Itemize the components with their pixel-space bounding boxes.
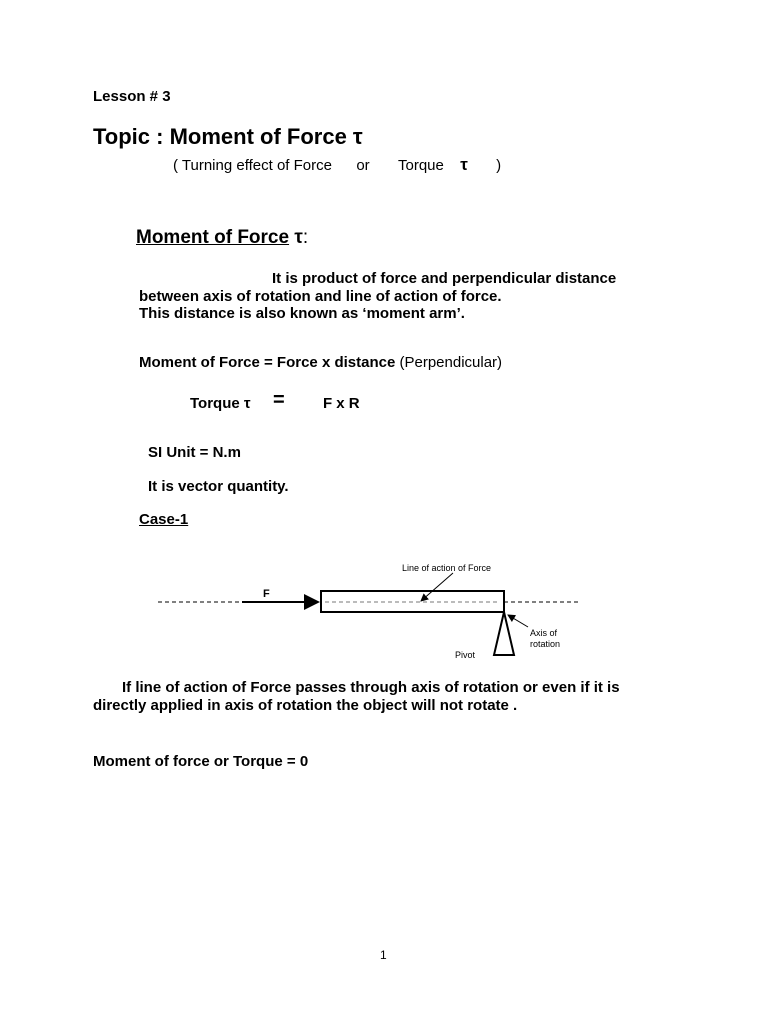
torque-formula xyxy=(190,391,360,414)
line-of-action-label: Line of action of Force xyxy=(402,563,492,573)
definition-line-3: This distance is also known as ‘moment arm’. xyxy=(139,305,465,322)
subtitle-torque: Torque xyxy=(398,157,444,174)
torque-label: Torque xyxy=(190,395,240,412)
subtitle-open: ( Turning effect of Force xyxy=(173,157,332,174)
vector-note: It is vector quantity. xyxy=(148,478,289,495)
force-label: F xyxy=(263,588,270,600)
lesson-number: Lesson # 3 xyxy=(93,88,171,105)
formula-rhs: F x R xyxy=(322,395,360,412)
subtitle-close: ) xyxy=(496,157,502,174)
topic-subtitle xyxy=(173,155,501,175)
explanation-line-1: If line of action of Force passes through axis of rotation or even if it is xyxy=(122,679,620,696)
section-heading-text: Moment of Force xyxy=(136,227,290,248)
pivot-label: Pivot xyxy=(455,650,476,660)
section-heading-colon: : xyxy=(302,227,309,248)
tau-symbol: τ xyxy=(243,395,251,412)
axis-label-line-1: Axis of xyxy=(530,628,558,638)
axis-pointer xyxy=(508,615,528,627)
si-unit: SI Unit = N.m xyxy=(148,444,241,461)
formula-in-words xyxy=(139,354,502,371)
equals-sign: = xyxy=(272,389,285,411)
page-number: 1 xyxy=(380,948,387,962)
pivot-triangle xyxy=(494,612,514,655)
formula-words-note: (Perpendicular) xyxy=(399,354,503,371)
case-label: Case-1 xyxy=(139,511,189,528)
tau-symbol: τ xyxy=(352,124,363,149)
explanation-line-2: directly applied in axis of rotation the object will not rotate . xyxy=(93,697,518,714)
formula-words-bold: Moment of Force = Force x distance xyxy=(139,354,396,371)
torque-diagram xyxy=(150,555,590,667)
subtitle-or: or xyxy=(356,157,370,174)
tau-symbol: τ xyxy=(460,155,468,174)
topic-title xyxy=(93,124,363,150)
tau-symbol: τ xyxy=(294,227,303,248)
axis-label-line-2: rotation xyxy=(530,639,561,649)
topic-text: Topic : Moment of Force xyxy=(93,124,353,149)
section-heading xyxy=(136,227,308,249)
conclusion: Moment of force or Torque = 0 xyxy=(93,753,309,770)
definition-line-1: It is product of force and perpendicular distance xyxy=(272,270,617,287)
definition-line-2: between axis of rotation and line of action of force. xyxy=(139,288,502,305)
